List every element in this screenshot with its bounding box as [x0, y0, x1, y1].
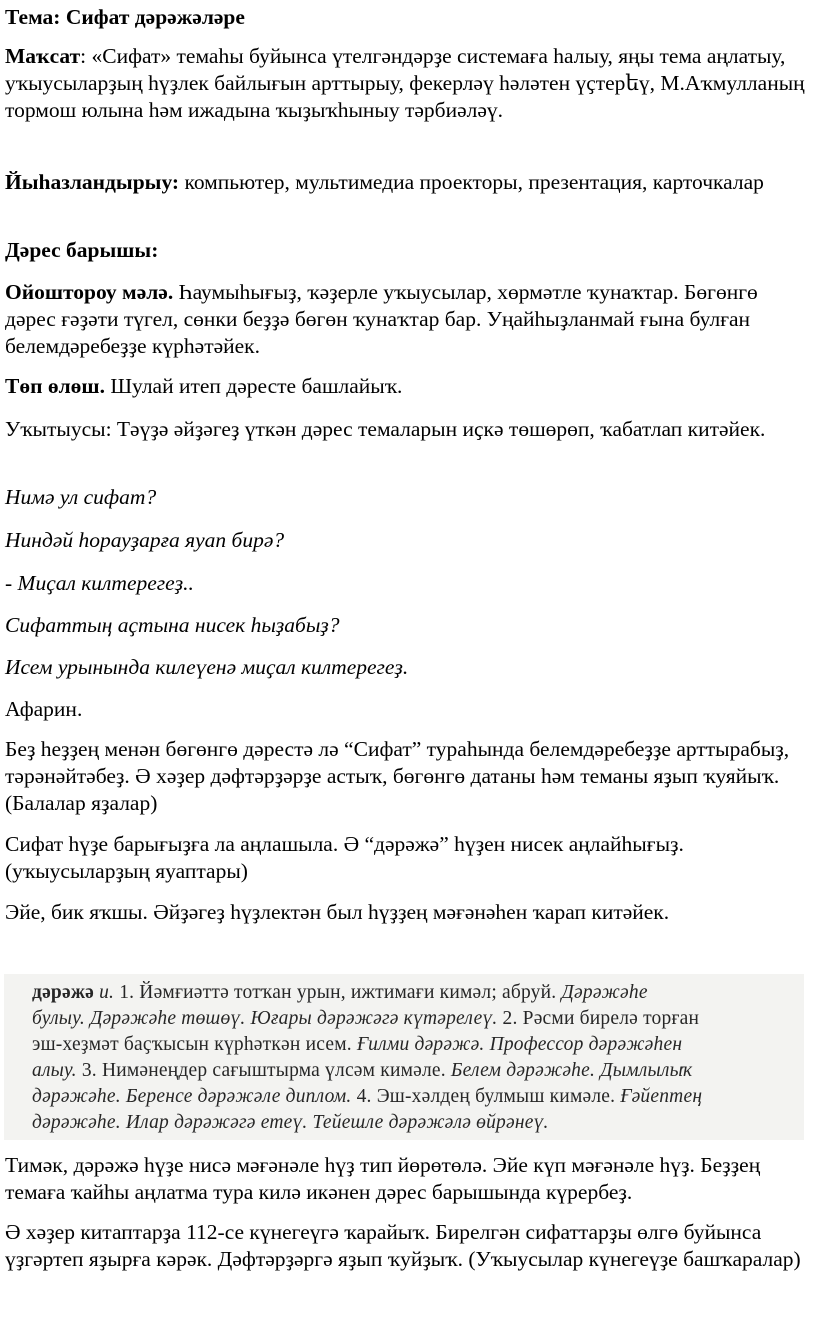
dictionary-line: алыу. 3. Нимәнеңдер сағыштырма үлсәм кимәле. Белем дәрәжәһе. Дымлылыҡ: [32, 1060, 694, 1081]
goal-label: Маҡсат: [5, 44, 81, 68]
question-item: Нимә ул сифат?: [5, 485, 157, 509]
question-item: Исем урынында килеүенә миҫал килтерегеҙ.: [5, 655, 409, 679]
lesson-progress-heading: Дәрес барышы:: [5, 238, 159, 262]
dictionary-line: дәрәжәһе. Илар дәрәжәгә етеү. Тейешле дәрәжәлә өйрәнеү.: [32, 1112, 549, 1133]
main-part-paragraph: [5, 373, 805, 400]
lesson-topic: [5, 4, 805, 31]
paragraph: Эйе, бик яҡшы. Әйҙәгеҙ һүҙлектән был һүҙҙең мәғәнәһен ҡарап китәйек.: [5, 900, 670, 924]
equipment-text: компьютер, мультимедиа проекторы, презентация, карточкалар: [179, 170, 764, 194]
dictionary-line: дәрәжә и. 1. Йәмғиәттә тотҡан урын, ижтимағи кимәл; абруй. Дәрәжәһе: [32, 982, 648, 1003]
main-part-label: Төп өлөш.: [5, 374, 105, 398]
teacher-line: Уҡытыусы: Тәүҙә әйҙәгеҙ үткән дәрес темаларын иҫкә төшөрөп, ҡабатлап китәйек.: [5, 417, 766, 441]
paragraph: Тимәк, дәрәжә һүҙе нисә мәғәнәле һүҙ тип йөрөтөлә. Эйе күп мәғәнәле һүҙ. Беҙҙең темаға ҡайһы аңлатма тура килә икәнен дәрес барышында күрербеҙ.: [5, 1153, 761, 1204]
paragraph: Сифат һүҙе барығыҙға ла аңлашыла. Ә “дәрәжә” һүҙен нисек аңлайһығыҙ. (уҡыусыларҙың яуаптары): [5, 832, 684, 883]
goal-text: : «Сифат» темаһы буйынса үтелгәндәрҙе системаға һалыу, яңы тема аңлатыу, уҡыусыларҙың һүҙлек байлығын арттырыу, фекерләү һәләтен үҫтерեү, М.Аҡмулланың тормош юлына һәм ижадына ҡыҙыҡһыныу тәрбиәләү.: [5, 44, 805, 122]
topic-label: Тема:: [5, 5, 61, 29]
org-moment-paragraph: [5, 279, 805, 360]
paragraph: Ә хәҙер китаптарҙа 112-се күнегеүгә ҡарайыҡ. Бирелгән сифаттарҙы өлгө буйынса үҙгәртеп яҙырға кәрәк. Дәфтәрҙәргә яҙып ҡуйҙыҡ. (Уҡыусылар күнегеүҙе башҡаралар): [5, 1220, 801, 1271]
question-item: Ниндәй һорауҙарға яуап бирә?: [5, 528, 285, 552]
equipment-label: Йыһазландырыу:: [5, 170, 180, 194]
dictionary-line: эш-хеҙмәт баҫҡысын күрһәткән исем. Ғилми дәрәжә. Профессор дәрәжәһен: [32, 1034, 683, 1055]
topic-text: Сифат дәрәжәләре: [65, 5, 245, 29]
question-item: - Миҫал килтерегеҙ..: [5, 571, 194, 595]
main-part-text: Шулай итеп дәресте башлайыҡ.: [104, 374, 403, 398]
goal-paragraph: [5, 43, 805, 124]
equipment-paragraph: [5, 169, 805, 196]
dictionary-entry-scan: [4, 974, 804, 1140]
question-item: Сифаттың аҫтына нисек һыҙабыҙ?: [5, 613, 340, 637]
paragraph: Беҙ һеҙҙең менән бөгөнгө дәрестә лә “Сифат” тураһында белемдәребеҙҙе арттырабыҙ, тәрәнәйтәбеҙ. Ә хәҙер дәфтәрҙәрҙе астыҡ, бөгөнгө датаны һәм теманы яҙып ҡуяйыҡ. (Балалар яҙалар): [5, 737, 790, 815]
dictionary-line: дәрәжәһе. Беренсе дәрәжәле диплом. 4. Эш-хәлдең булмыш кимәле. Ғәйептең: [32, 1086, 703, 1107]
org-moment-text: Һаумыһығыҙ, ҡәҙерле уҡыусылар, хөрмәтле ҡунаҡтар. Бөгөнгө дәрес ғәҙәти түгел, сөнки беҙҙә бөгөн ҡунаҡтар бар. Уңайһыҙланмай ғына булған белемдәребеҙҙе күрһәтәйек.: [5, 280, 758, 358]
org-moment-label: Ойоштороу мәлә.: [5, 280, 174, 304]
praise-text: Афарин.: [5, 697, 83, 721]
dictionary-line: булыу. Дәрәжәһе төшөү. Юғары дәрәжәгә күтәрелеү. 2. Рәсми бирелә торған: [32, 1008, 700, 1029]
